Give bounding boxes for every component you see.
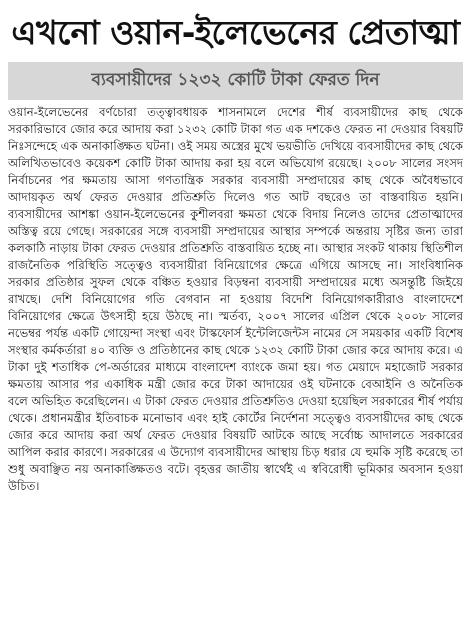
article-subheadline: ব্যবসায়ীদের ১২৩২ কোটি টাকা ফেরত দিন (91, 70, 380, 90)
subheadline-band (8, 62, 463, 100)
article-body: ওয়ান-ইলেভেনের বর্ণচোরা তত্ত্বাবধায়ক শাসনামলে দেশের শীর্ষ ব্যবসায়ীদের কাছ থেকে সরকারিভাবে জোর করে আদায় করা ১২৩২ কোটি টাকা গত এক দশকেও ফেরত না দেওয়ার বিষয়টি নিঃসন্দেহে এক অনাকাঙ্ক্ষিত ঘটনা। ওই সময় অস্ত্রের মুখে ভয়ভীতি দেখিয়ে ব্যবসায়ীদের কাছ থেকে অলিখিতভাবেও কয়েকশ কোটি টাকা আদায় করা হয় বলে অভিযোগ রয়েছে। ২০০৮ সালের সংসদ নির্বাচনের পর ক্ষমতায় আসা গণতান্ত্রিক সরকার ব্যবসায়ী সম্প্রদায়ের কাছ থেকে অবৈধভাবে আদায়কৃত অর্থ ফেরত দেওয়ার প্রতিশ্রুতি দিলেও গত আট বছরেও তা বাস্তবায়িত হয়নি। ব্যবসায়ীদের আশঙ্কা ওয়ান-ইলেভেনের কুশীলবরা ক্ষমতা থেকে বিদায় নিলেও তাদের প্রেতাত্মাদের অস্তিত্ব রয়ে গেছে। সরকারের সঙ্গে ব্যবসায়ী সম্প্রদায়ের আস্থার সম্পর্কে অন্তরায় সৃষ্টির জন্য তারা কলকাঠি নাড়ায় টাকা ফেরত দেওয়ার প্রতিশ্রুতি বাস্তবায়িত হচ্ছে না। আস্থার সংকট থাকায় স্থিতিশীল রাজনৈতিক পরিস্থিতি সত্ত্বেও ব্যবসায়ীরা বিনিয়োগের ক্ষেত্রে এগিয়ে আসছে না। সাংবিধানিক সরকার প্রতিষ্ঠার সুফল থেকে বঞ্চিত হওয়ার বিড়ম্বনা ব্যবসায়ী সম্প্রদায়ের মধ্যে অসন্তুষ্টি জিইয়ে রাখছে। দেশি বিনিয়োগের গতি বেগবান না হওয়ায় বিদেশি বিনিয়োগকারীরাও বাংলাদেশে বিনিয়োগের ক্ষেত্রে উৎসাহী হয়ে উঠছে না। স্মর্তব্য, ২০০৭ সালের এপ্রিল থেকে ২০০৮ সালের নভেম্বর পর্যন্ত একটি গোয়েন্দা সংস্থা এবং টাস্কফোর্স ইন্টেলিজেন্টস নামের সে সময়কার একটি বিশেষ সংস্থার কর্মকর্তারা ৪০ ব্যক্তি ও প্রতিষ্ঠানের কাছ থেকে ১২৩২ কোটি টাকা জোর করে আদায় করে। এ টাকা দুই শতাধিক পে-অর্ডারের মাধ্যমে বাংলাদেশ ব্যাংকে জমা হয়। গত মেয়াদে মহাজোট সরকার ক্ষমতায় আসার পর একাধিক মন্ত্রী জোর করে টাকা আদায়ের ওই ঘটনাকে বেআইনি ও অনৈতিক বলে অভিহিত করেছিলেন। এ টাকা ফেরত দেওয়ার প্রতিশ্রুতিও দেওয়া হয়েছিল সরকারের শীর্ষ পর্যায় থেকে। প্রধানমন্ত্রীর ইতিবাচক মনোভাব এবং হাই কোর্টের নির্দেশনা সত্ত্বেও ব্যবসায়ীদের কাছ থেকে জোর করে আদায় করা অর্থ ফেরত দেওয়ার বিষয়টি আটকে আছে সর্বোচ্চ আদালতে সরকারের আপিল করার কারণে। সরকারের এ উদ্যোগ ব্যবসায়ীদের আস্থায় চিড় ধরার যে হুমকি সৃষ্টি করেছে তা শুধু অবাঞ্ছিত নয় অনাকাঙ্ক্ষিতও বটে। বৃহত্তর জাতীয় স্বার্থেই এ স্ববিরোধী ভূমিকার অবসান হওয়া উচিত। (8, 105, 463, 493)
article-headline: এখনো ওয়ান-ইলেভেনের প্রেতাত্মা (11, 13, 460, 52)
